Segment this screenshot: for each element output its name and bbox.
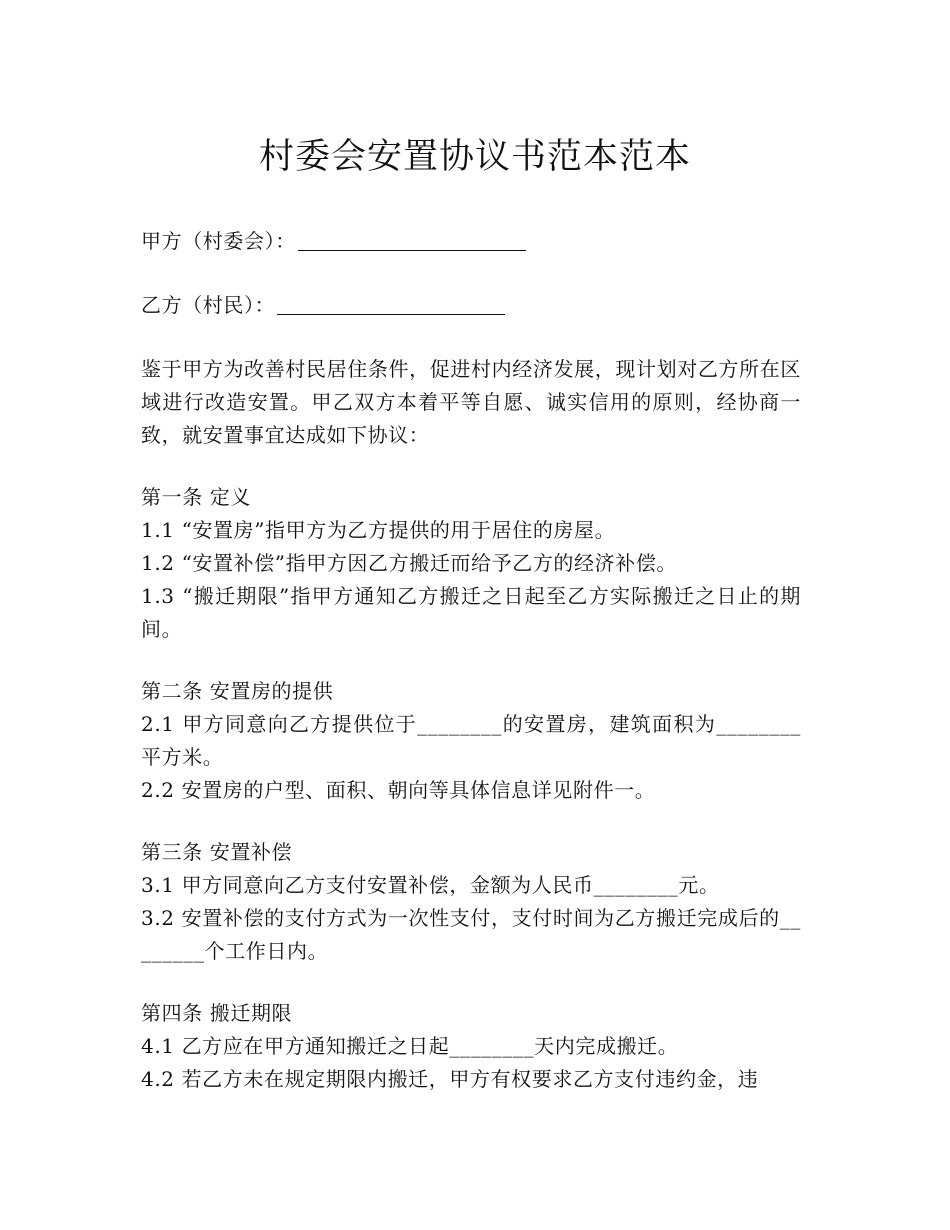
document-title: 村委会安置协议书范本范本 [258, 137, 691, 177]
clause: 3.1 甲方同意向乙方支付安置补偿，金额为人民币________元。 [141, 873, 720, 897]
clause: 3.2 安置补偿的支付方式为一次性支付，支付时间为乙方搬迁完成后的________个工作日内。 [141, 906, 801, 963]
party-a-blank [298, 230, 526, 251]
clause: 1.1 “安置房”指甲方为乙方提供的用于居住的房屋。 [141, 518, 616, 542]
party-a-label: 甲方（村委会）： [141, 229, 296, 253]
clause: 4.2 若乙方未在规定期限内搬迁，甲方有权要求乙方支付违约金，违 [141, 1067, 759, 1091]
article-heading: 第三条 安置补偿 [141, 840, 293, 864]
party-a-line [141, 225, 801, 258]
preamble-paragraph: 鉴于甲方为改善村民居住条件，促进村内经济发展，现计划对乙方所在区域进行改造安置。甲乙双方本着平等自愿、诚实信用的原则，经协商一致，就安置事宜达成如下协议： [141, 357, 801, 447]
article-heading: 第四条 搬迁期限 [141, 1001, 293, 1025]
party-b-line [141, 289, 801, 322]
document-body [141, 225, 801, 1096]
clause: 2.2 安置房的户型、面积、朝向等具体信息详见附件一。 [141, 778, 656, 802]
spacer [141, 258, 801, 289]
clause: 2.1 甲方同意向乙方提供位于________的安置房，建筑面积为________平方米。 [141, 712, 801, 769]
clause: 4.1 乙方应在甲方通知搬迁之日起________天内完成搬迁。 [141, 1034, 679, 1058]
article-3 [141, 836, 801, 968]
party-b-blank [277, 294, 505, 315]
article-4 [141, 997, 801, 1096]
spacer [141, 807, 801, 836]
article-heading: 第二条 安置房的提供 [141, 679, 334, 703]
article-heading: 第一条 定义 [141, 485, 251, 509]
spacer [141, 322, 801, 353]
spacer [141, 452, 801, 481]
party-b-label: 乙方（村民）： [141, 293, 276, 317]
spacer [141, 968, 801, 997]
clause: 1.2 “安置补偿”指甲方因乙方搬迁而给予乙方的经济补偿。 [141, 551, 678, 575]
article-2 [141, 675, 801, 807]
article-1 [141, 481, 801, 646]
clause: 1.3 “搬迁期限”指甲方通知乙方搬迁之日起至乙方实际搬迁之日止的期间。 [141, 584, 801, 641]
spacer [141, 646, 801, 675]
